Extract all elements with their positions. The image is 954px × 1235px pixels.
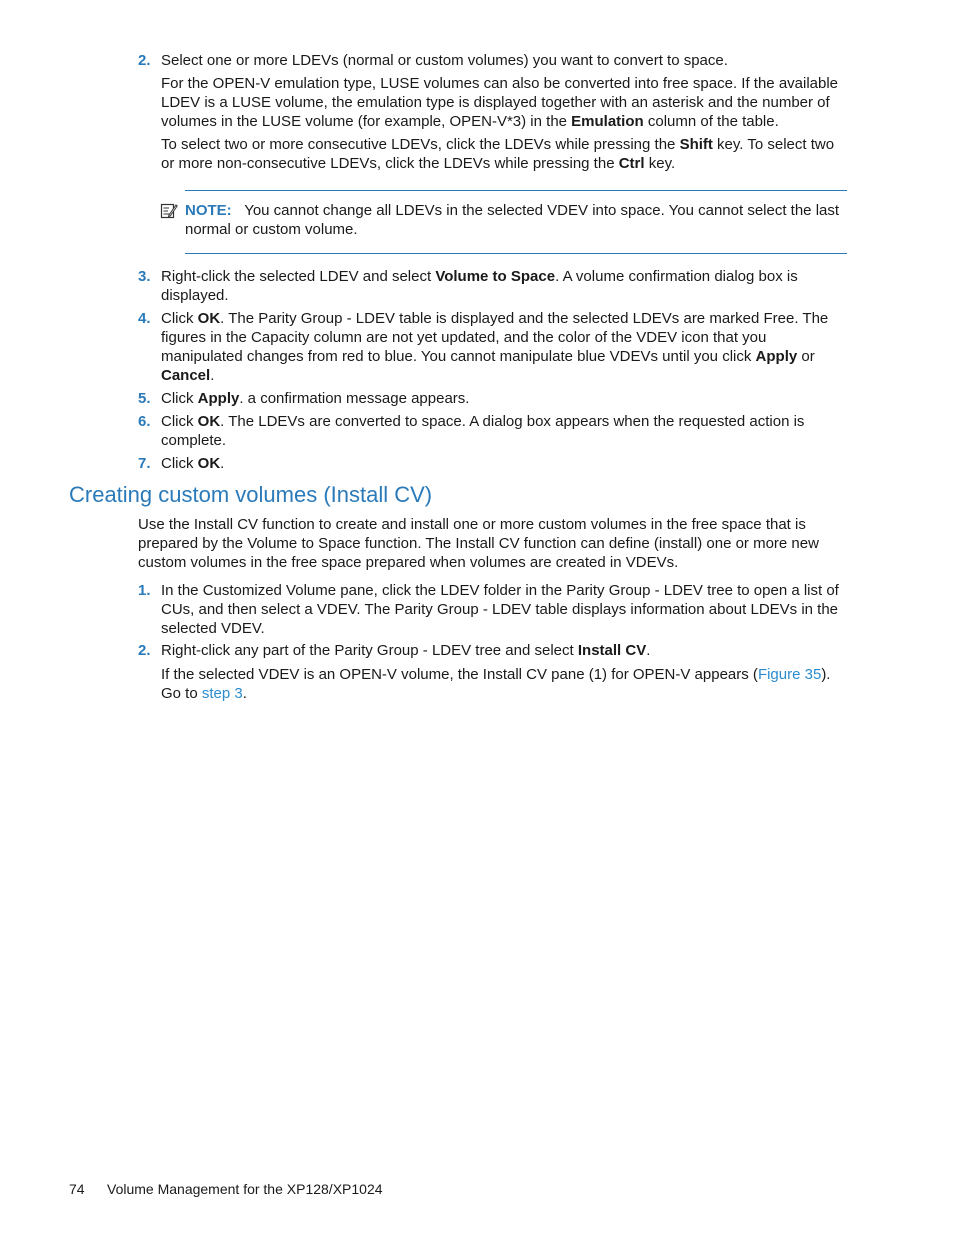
paragraph-open-v: For the OPEN-V emulation type, LUSE volumes can also be converted into free space. If the available LDEV is a LUSE volume, the emulation type is displayed together with an asterisk and the number of volumes in the LUSE volume (for example, OPEN-V*3) in the Emulation column of the table. <box>161 75 839 130</box>
step-text: Select one or more LDEVs (normal or custom volumes) you want to convert to space. <box>161 52 728 69</box>
step-number: 2. <box>138 52 151 69</box>
section-intro: Use the Install CV function to create and install one or more custom volumes in the free space that is prepared by the Volume to Space function. The Install CV function can define (install) one or more new custom volumes in the free space prepared when volumes are created in VDEVs. <box>138 516 819 571</box>
footer-title: Volume Management for the XP128/XP1024 <box>107 1181 383 1197</box>
note-rule-bottom <box>185 253 847 254</box>
note-rule-top <box>185 190 847 191</box>
paragraph-open-v-pane: If the selected VDEV is an OPEN-V volume, the Install CV pane (1) for OPEN-V appears (Figure 35). Go to step 3. <box>161 666 831 702</box>
figure-35-link[interactable]: Figure 35 <box>757 666 822 683</box>
paragraph-select: To select two or more consecutive LDEVs, click the LDEVs while pressing the Shift key. To select two or more non-consecutive LDEVs, click the LDEVs while pressing the Ctrl key. <box>161 136 835 172</box>
note-icon <box>160 202 178 220</box>
note-label: NOTE: <box>185 202 232 219</box>
section-heading: Creating custom volumes (Install CV) <box>69 482 433 507</box>
page-number: 74 <box>69 1181 85 1197</box>
note-body <box>185 201 840 239</box>
step-3-link[interactable]: step 3 <box>201 685 243 702</box>
note-text: You cannot change all LDEVs in the selected VDEV into space. You cannot select the last normal or custom volume. <box>185 202 840 238</box>
